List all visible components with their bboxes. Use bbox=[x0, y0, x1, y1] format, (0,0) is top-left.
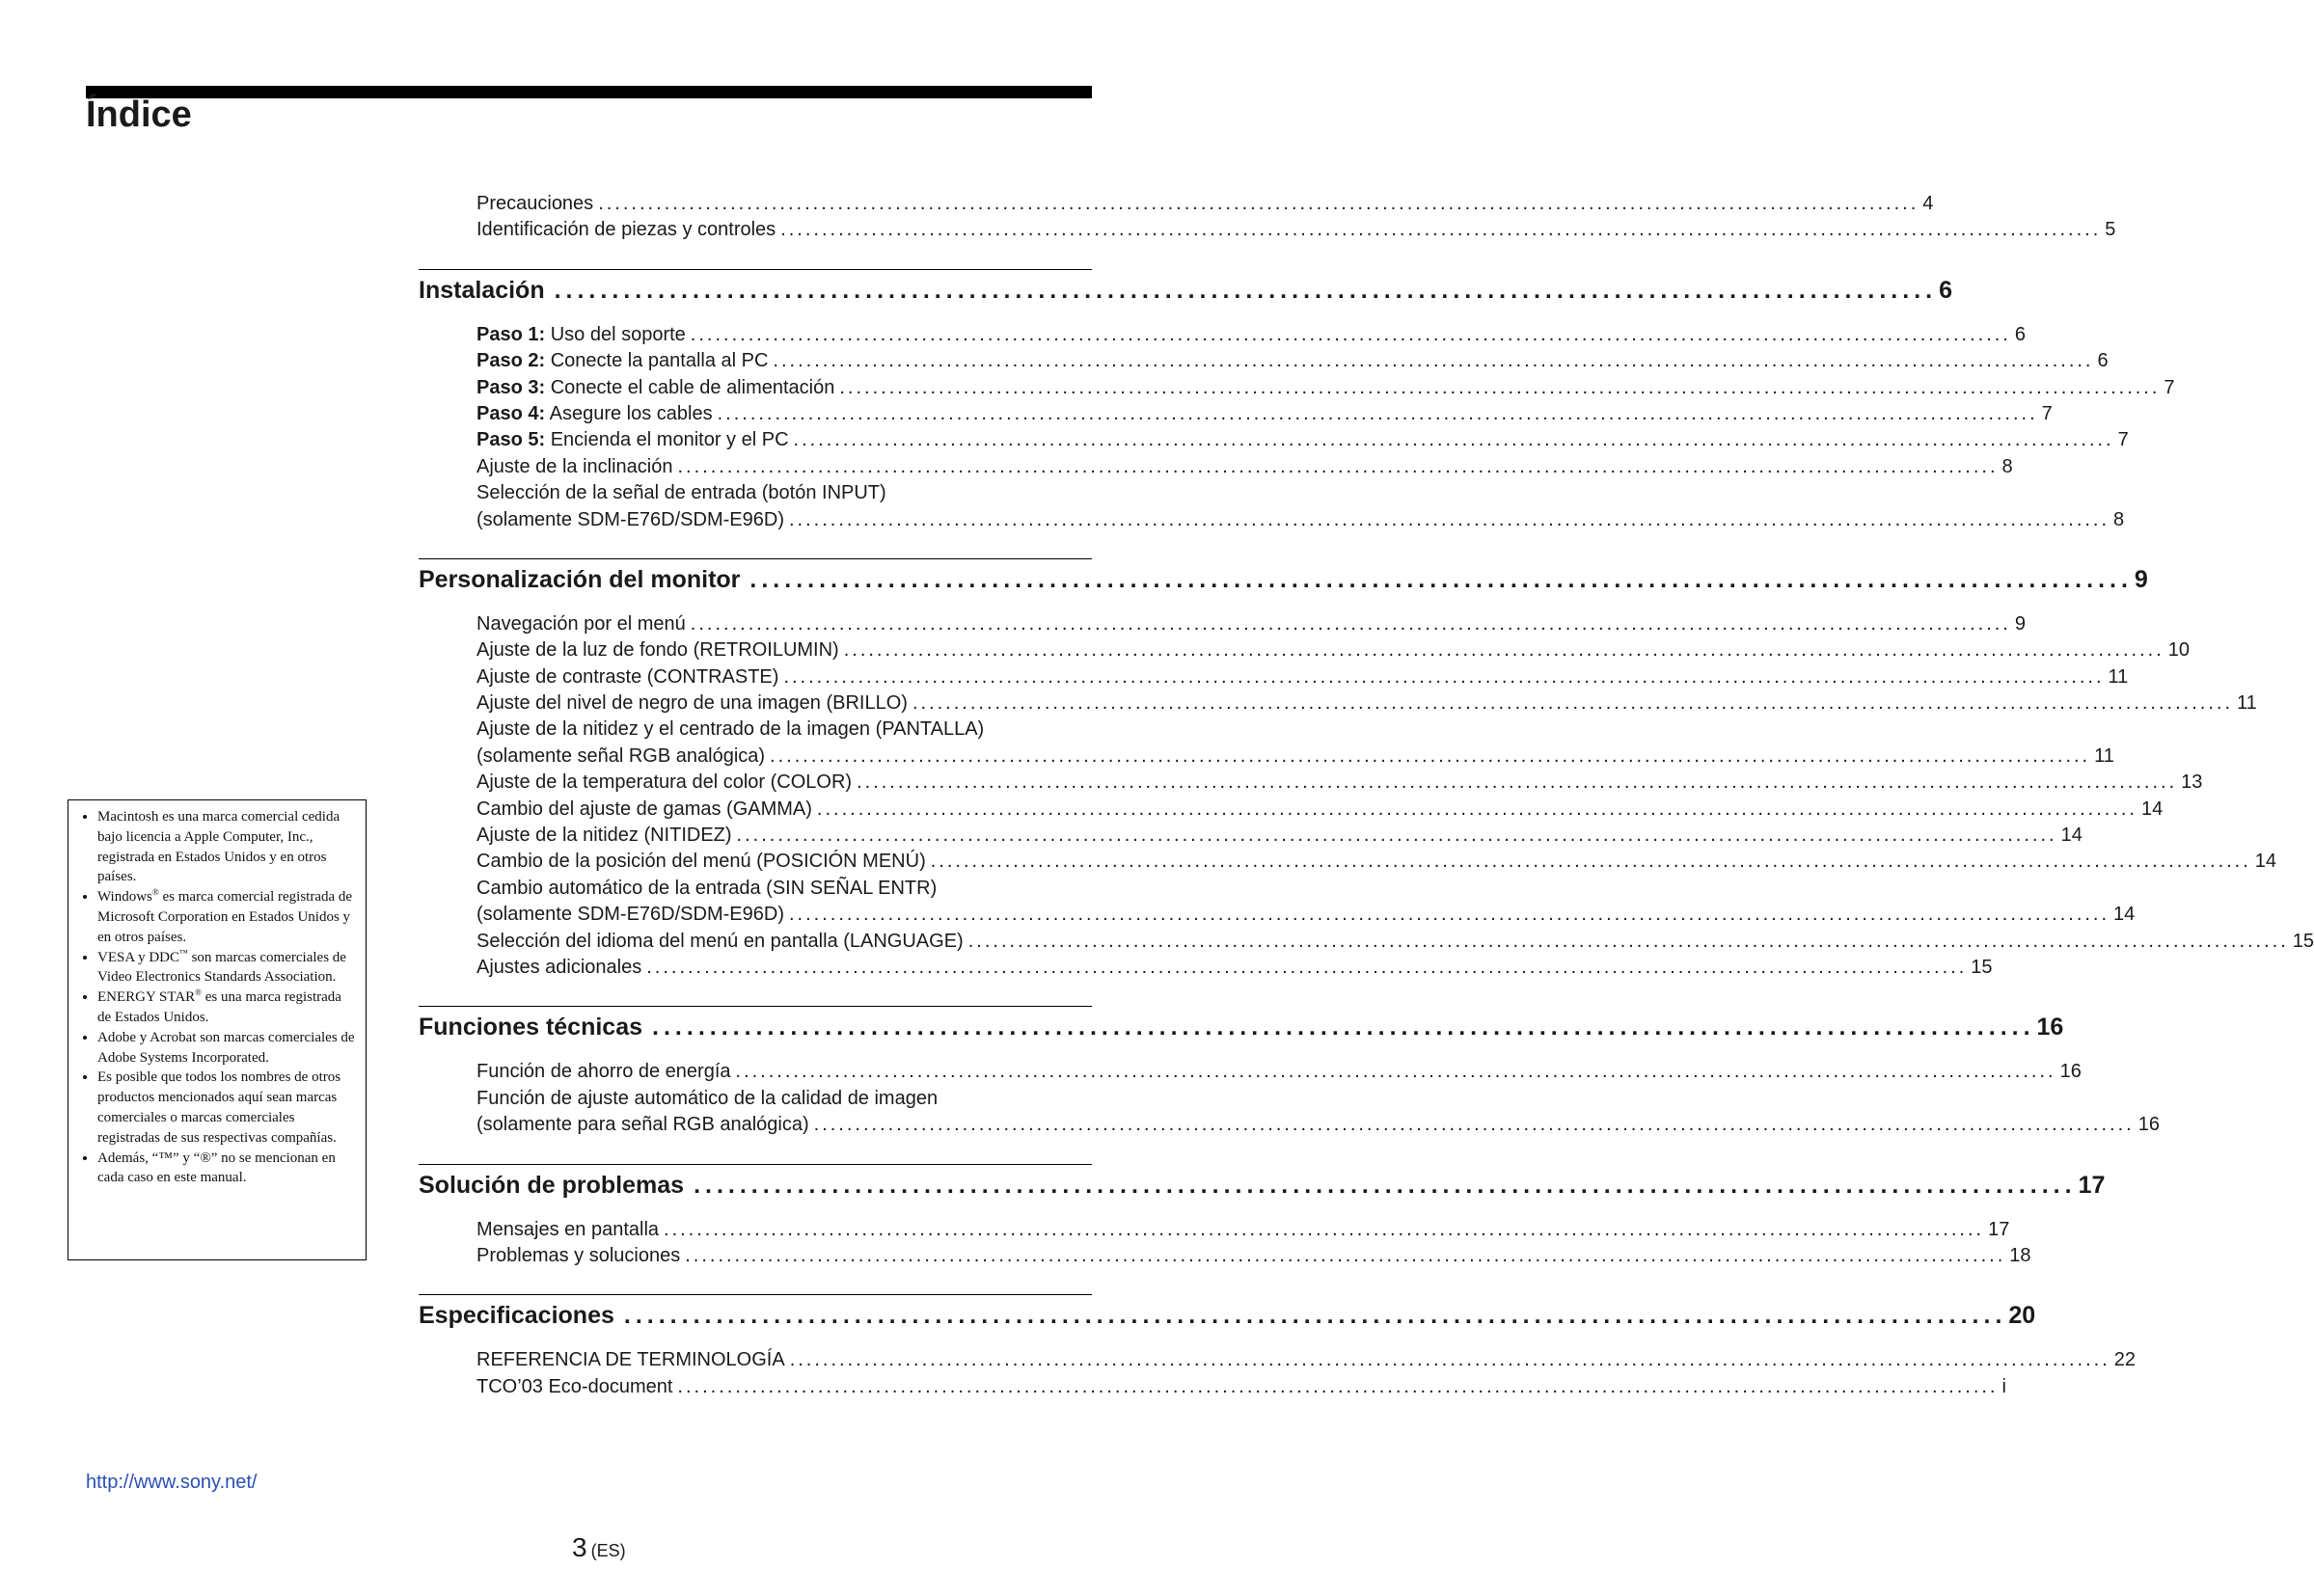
dot-leader: ................................................................................................................................................................ bbox=[770, 744, 2091, 767]
toc-entry-text: Función de ajuste automático de la calidad de imagen bbox=[476, 1087, 939, 1109]
toc-entry-text: Cambio del ajuste de gamas (GAMMA) bbox=[476, 798, 812, 820]
trademark-mark: ™ bbox=[179, 947, 188, 958]
dot-leader: ................................................................................................................................................................ bbox=[912, 692, 2233, 715]
toc-entry-page: 14 bbox=[2140, 798, 2164, 820]
toc-entry-label bbox=[476, 770, 852, 796]
toc-entry-text: (solamente señal RGB analógica) bbox=[476, 744, 766, 767]
dot-leader: ................................................................................................................................................................ bbox=[816, 798, 2137, 820]
toc-entry-label bbox=[476, 375, 834, 401]
toc-entry-text: Función de ahorro de energía bbox=[476, 1061, 731, 1083]
toc-entry[interactable] bbox=[476, 401, 2053, 427]
toc-step-label: Paso 1: bbox=[476, 323, 546, 345]
registered-mark: ® bbox=[151, 887, 159, 898]
trademark-note bbox=[97, 948, 356, 988]
toc-section-heading[interactable] bbox=[419, 1006, 2064, 1045]
toc-entry-text: Cambio automático de la entrada (SIN SEÑAL ENTR) bbox=[476, 877, 938, 899]
toc-entry-text: Ajuste de la inclinación bbox=[476, 455, 673, 477]
note-text: Es posible que todos los nombres de otros productos mencionados aquí sean marcas comerciales o marcas comerciales registradas de sus respectivas compañías. bbox=[97, 1069, 341, 1146]
toc-entry-text: Ajuste del nivel de negro de una imagen (BRILLO) bbox=[476, 692, 908, 715]
toc-entry-label bbox=[476, 427, 789, 453]
toc-entry-page: 9 bbox=[2014, 612, 2026, 635]
toc-entry-page: 7 bbox=[2117, 429, 2129, 451]
dot-leader: ................................................................................................................................................................ bbox=[793, 429, 2114, 451]
toc-section-heading[interactable] bbox=[419, 269, 1952, 309]
toc-entry[interactable] bbox=[476, 929, 2314, 955]
toc-entry-page: 16 bbox=[2137, 1114, 2160, 1136]
table-of-contents bbox=[419, 191, 2314, 1400]
toc-entry-page: 14 bbox=[2254, 851, 2277, 873]
section-title: Instalación bbox=[419, 276, 545, 304]
section-title: Personalización del monitor bbox=[419, 565, 741, 593]
dot-leader: ................................................................................................................................................................ bbox=[780, 219, 2102, 241]
toc-entry[interactable] bbox=[476, 902, 2136, 928]
toc-entry-label bbox=[476, 322, 686, 348]
toc-entry-label bbox=[476, 902, 784, 928]
toc-entry-page: 11 bbox=[2108, 665, 2129, 688]
toc-step-label: Paso 4: bbox=[476, 402, 546, 424]
toc-entry[interactable] bbox=[476, 770, 2203, 796]
toc-step-label: Paso 2: bbox=[476, 350, 546, 372]
dot-leader: ................................................................................................................................................................ bbox=[857, 771, 2178, 794]
toc-entry-text: Conecte la pantalla al PC bbox=[550, 350, 769, 372]
dot-leader: ................................................................................................................................................................ bbox=[773, 350, 2094, 372]
toc-sections bbox=[419, 269, 2314, 1400]
section-page: 20 bbox=[2008, 1302, 2036, 1330]
sony-website-link[interactable]: http://www.sony.net/ bbox=[86, 1472, 258, 1493]
toc-entry-page: 7 bbox=[2041, 402, 2053, 424]
toc-entry-label bbox=[476, 929, 964, 955]
toc-entry[interactable] bbox=[476, 664, 2129, 690]
toc-entry-text: Identificación de piezas y controles bbox=[476, 219, 776, 241]
toc-step-label: Paso 5: bbox=[476, 429, 546, 451]
dot-leader: ................................................................................................................................................................ bbox=[685, 1244, 2006, 1266]
toc-entry-page: 18 bbox=[2009, 1244, 2031, 1266]
toc-entry-label bbox=[476, 1243, 680, 1269]
toc-entry[interactable] bbox=[476, 217, 2116, 243]
page-number-footer bbox=[572, 1532, 626, 1563]
dot-leader: ................................................................................................................................................................ bbox=[677, 1375, 1999, 1397]
toc-entry-page: 14 bbox=[2060, 825, 2083, 847]
toc-entry-text: Ajustes adicionales bbox=[476, 956, 642, 978]
trademark-note bbox=[97, 807, 356, 887]
toc-entry-text: Cambio de la posición del menú (POSICIÓN MENÚ) bbox=[476, 851, 926, 873]
dot-leader: ........................................................................................................................ bbox=[652, 1014, 2035, 1041]
toc-entry[interactable] bbox=[476, 375, 2175, 401]
toc-entry-label bbox=[476, 744, 765, 770]
trademark-note bbox=[97, 1068, 356, 1148]
language-code: (ES) bbox=[590, 1541, 626, 1560]
toc-entry-page: 13 bbox=[2181, 771, 2203, 794]
toc-entry-label bbox=[476, 507, 784, 533]
note-text: es marca comercial registrada de Microsoft Corporation en Estados Unidos y en otros países. bbox=[97, 889, 353, 945]
toc-entry-label bbox=[476, 611, 686, 637]
dot-leader: ................................................................................................................................................................ bbox=[788, 904, 2110, 926]
dot-leader: ................................................................................................................................................................ bbox=[690, 323, 2011, 345]
toc-entry[interactable] bbox=[476, 480, 1092, 506]
toc-entry-label bbox=[476, 1217, 659, 1243]
section-page: 6 bbox=[1939, 276, 1952, 304]
toc-entry[interactable] bbox=[476, 823, 2083, 849]
toc-entry[interactable] bbox=[476, 191, 1934, 217]
dot-leader: ................................................................................................................................................................ bbox=[843, 639, 2164, 662]
header-rule bbox=[86, 86, 1092, 98]
toc-entry-label bbox=[476, 664, 778, 690]
toc-entry-label bbox=[476, 348, 768, 374]
dot-leader: ................................................................................................................................................................ bbox=[677, 455, 1999, 477]
toc-entry-label bbox=[476, 191, 593, 217]
dot-leader: ................................................................................................................................................................ bbox=[788, 508, 2110, 530]
dot-leader: ................................................................................................................................................................ bbox=[717, 402, 2038, 424]
toc-section-heading[interactable] bbox=[419, 558, 2148, 598]
note-text: es una marca registrada de Estados Unidos. bbox=[97, 989, 341, 1025]
dot-leader: ................................................................................................................................................................ bbox=[813, 1114, 2135, 1136]
toc-section bbox=[419, 558, 2314, 981]
toc-entry-text: Mensajes en pantalla bbox=[476, 1218, 660, 1240]
toc-entry[interactable] bbox=[476, 322, 2026, 348]
toc-entry-page: 15 bbox=[2292, 930, 2314, 952]
toc-entry-text: Ajuste de la temperatura del color (COLOR) bbox=[476, 771, 853, 794]
dot-leader: ........................................................................................................................ bbox=[554, 276, 1938, 304]
toc-entry-page: 4 bbox=[1922, 193, 1934, 214]
toc-entry[interactable] bbox=[476, 1347, 2136, 1373]
toc-section bbox=[419, 1294, 2136, 1400]
toc-entry-text: Selección del idioma del menú en pantalla (LANGUAGE) bbox=[476, 930, 964, 952]
page-title: Índice bbox=[86, 95, 192, 135]
toc-entry[interactable] bbox=[476, 1374, 2006, 1400]
toc-entry[interactable] bbox=[476, 454, 2013, 480]
toc-entry[interactable] bbox=[476, 876, 1092, 902]
toc-entry-page: i bbox=[2001, 1375, 2006, 1397]
trademark-note bbox=[97, 987, 356, 1028]
toc-entry[interactable] bbox=[476, 1243, 2031, 1269]
toc-entry-page: 6 bbox=[2097, 350, 2109, 372]
toc-entry-page: 7 bbox=[2164, 376, 2175, 398]
toc-entry-page: 11 bbox=[2237, 692, 2257, 715]
toc-entry[interactable] bbox=[476, 1059, 2082, 1085]
toc-entry[interactable] bbox=[476, 611, 2026, 637]
section-entries bbox=[476, 322, 2175, 533]
toc-entry-text: Navegación por el menú bbox=[476, 612, 686, 635]
page-number: 3 bbox=[572, 1532, 587, 1562]
toc-entry[interactable] bbox=[476, 744, 2114, 770]
toc-section-heading[interactable] bbox=[419, 1294, 2036, 1334]
toc-entry-label bbox=[476, 955, 641, 981]
note-brand: VESA y DDC bbox=[97, 949, 180, 965]
note-brand: ENERGY STAR bbox=[97, 989, 196, 1006]
dot-leader: ................................................................................................................................................................ bbox=[735, 1061, 2056, 1083]
toc-entry-text: (solamente SDM-E76D/SDM-E96D) bbox=[476, 904, 784, 926]
toc-entry-text: Ajuste de la nitidez y el centrado de la imagen (PANTALLA) bbox=[476, 718, 985, 741]
dot-leader: ................................................................................................................................................................ bbox=[783, 665, 2105, 688]
toc-section bbox=[419, 1164, 2106, 1270]
dot-leader: ................................................................................................................................................................ bbox=[690, 612, 2011, 635]
toc-section-heading[interactable] bbox=[419, 1164, 2106, 1204]
note-text: Macintosh es una marca comercial cedida bajo licencia a Apple Computer, Inc., registrada en Estados Unidos y en otros países. bbox=[97, 809, 340, 885]
toc-entry-page: 8 bbox=[2001, 455, 2013, 477]
trademark-note bbox=[97, 887, 356, 947]
toc-entry-page: 10 bbox=[2167, 639, 2191, 662]
toc-entry-text: Precauciones bbox=[476, 193, 594, 214]
toc-entry-label bbox=[476, 1347, 785, 1373]
section-entries bbox=[476, 1217, 2031, 1270]
toc-step-label: Paso 3: bbox=[476, 376, 546, 398]
section-page: 9 bbox=[2134, 565, 2148, 593]
toc-entry-page: 6 bbox=[2014, 323, 2026, 345]
toc-entry-page: 11 bbox=[2094, 744, 2114, 767]
trademark-note bbox=[97, 1028, 356, 1069]
dot-leader: ................................................................................................................................................................ bbox=[930, 851, 2251, 873]
toc-entry-page: 15 bbox=[1971, 956, 1993, 978]
toc-entry[interactable] bbox=[476, 427, 2129, 453]
toc-entry-label bbox=[476, 1374, 672, 1400]
note-text: son marcas comerciales de Video Electronics Standards Association. bbox=[97, 949, 346, 986]
toc-entry[interactable] bbox=[476, 507, 2125, 533]
note-brand: Windows bbox=[97, 889, 152, 906]
toc-entry-page: 8 bbox=[2113, 508, 2125, 530]
dot-leader: ........................................................................................................................ bbox=[623, 1302, 2007, 1330]
dot-leader: ................................................................................................................................................................ bbox=[664, 1218, 1985, 1240]
toc-entry[interactable] bbox=[476, 690, 2257, 717]
toc-entry-label bbox=[476, 690, 908, 717]
toc-entry-label bbox=[476, 823, 732, 849]
dot-leader: ................................................................................................................................................................ bbox=[598, 193, 1919, 214]
toc-entry-page: 5 bbox=[2105, 219, 2116, 241]
note-text: Además, “™” y “®” no se mencionan en cada caso en este manual. bbox=[97, 1150, 336, 1186]
section-entries bbox=[476, 1347, 2136, 1400]
toc-entry-label bbox=[476, 1059, 731, 1085]
section-title: Especificaciones bbox=[419, 1302, 614, 1330]
toc-entry-text: Encienda el monitor y el PC bbox=[550, 429, 789, 451]
toc-entry[interactable] bbox=[476, 637, 2191, 663]
toc-entry-text: REFERENCIA DE TERMINOLOGÍA bbox=[476, 1349, 785, 1371]
toc-section bbox=[419, 269, 2175, 533]
toc-entry-label bbox=[476, 217, 776, 243]
toc-entry-label bbox=[476, 876, 937, 902]
toc-entry-page: 14 bbox=[2113, 904, 2136, 926]
registered-mark: ® bbox=[195, 987, 203, 998]
toc-entry-page: 17 bbox=[1988, 1218, 2010, 1240]
dot-leader: ................................................................................................................................................................ bbox=[967, 930, 2289, 952]
section-entries bbox=[476, 611, 2314, 981]
toc-entry[interactable] bbox=[476, 1112, 2160, 1138]
toc-entry-label bbox=[476, 1112, 809, 1138]
dot-leader: ................................................................................................................................................................ bbox=[839, 376, 2161, 398]
intro-entries bbox=[476, 191, 2116, 244]
note-text: Adobe y Acrobat son marcas comerciales de Adobe Systems Incorporated. bbox=[97, 1029, 355, 1066]
toc-entry-label bbox=[476, 480, 886, 506]
toc-entry-label bbox=[476, 454, 672, 480]
toc-entry-page: 16 bbox=[2059, 1061, 2082, 1083]
toc-entry-text: (solamente SDM-E76D/SDM-E96D) bbox=[476, 508, 784, 530]
toc-entry[interactable] bbox=[476, 717, 1092, 743]
toc-entry-label bbox=[476, 1086, 938, 1112]
section-entries bbox=[476, 1059, 2160, 1138]
toc-entry-label bbox=[476, 797, 812, 823]
toc-entry-label bbox=[476, 717, 984, 743]
toc-entry-text: Ajuste de la nitidez (NITIDEZ) bbox=[476, 825, 732, 847]
toc-entry[interactable] bbox=[476, 797, 2164, 823]
dot-leader: ........................................................................................................................ bbox=[749, 565, 2133, 593]
section-title: Solución de problemas bbox=[419, 1171, 685, 1199]
toc-entry-text: Problemas y soluciones bbox=[476, 1244, 681, 1266]
toc-entry-text: TCO’03 Eco-document bbox=[476, 1375, 673, 1397]
toc-entry-text: Selección de la señal de entrada (botón INPUT) bbox=[476, 482, 886, 504]
section-page: 17 bbox=[2078, 1171, 2106, 1199]
toc-entry-text: (solamente para señal RGB analógica) bbox=[476, 1114, 809, 1136]
section-title: Funciones técnicas bbox=[419, 1014, 643, 1041]
section-page: 16 bbox=[2036, 1014, 2064, 1041]
toc-entry-label bbox=[476, 637, 839, 663]
toc-entry-text: Uso del soporte bbox=[550, 323, 686, 345]
toc-entry-page: 22 bbox=[2113, 1349, 2136, 1371]
toc-entry[interactable] bbox=[476, 849, 2277, 875]
toc-entry[interactable] bbox=[476, 955, 1993, 981]
dot-leader: ................................................................................................................................................................ bbox=[646, 956, 1968, 978]
toc-entry[interactable] bbox=[476, 1086, 1092, 1112]
toc-entry[interactable] bbox=[476, 1217, 2010, 1243]
dot-leader: ........................................................................................................................ bbox=[694, 1171, 2077, 1199]
toc-entry[interactable] bbox=[476, 348, 2109, 374]
dot-leader: ................................................................................................................................................................ bbox=[736, 825, 2057, 847]
toc-entry-label bbox=[476, 849, 926, 875]
toc-section bbox=[419, 1006, 2160, 1138]
toc-entry-text: Conecte el cable de alimentación bbox=[550, 376, 835, 398]
trademark-note bbox=[97, 1149, 356, 1189]
toc-entry-text: Ajuste de la luz de fondo (RETROILUMIN) bbox=[476, 639, 839, 662]
trademark-notes-box bbox=[68, 799, 367, 1260]
toc-entry-label bbox=[476, 401, 713, 427]
toc-entry-text: Asegure los cables bbox=[549, 402, 713, 424]
dot-leader: ................................................................................................................................................................ bbox=[789, 1349, 2110, 1371]
toc-entry-text: Ajuste de contraste (CONTRASTE) bbox=[476, 665, 779, 688]
